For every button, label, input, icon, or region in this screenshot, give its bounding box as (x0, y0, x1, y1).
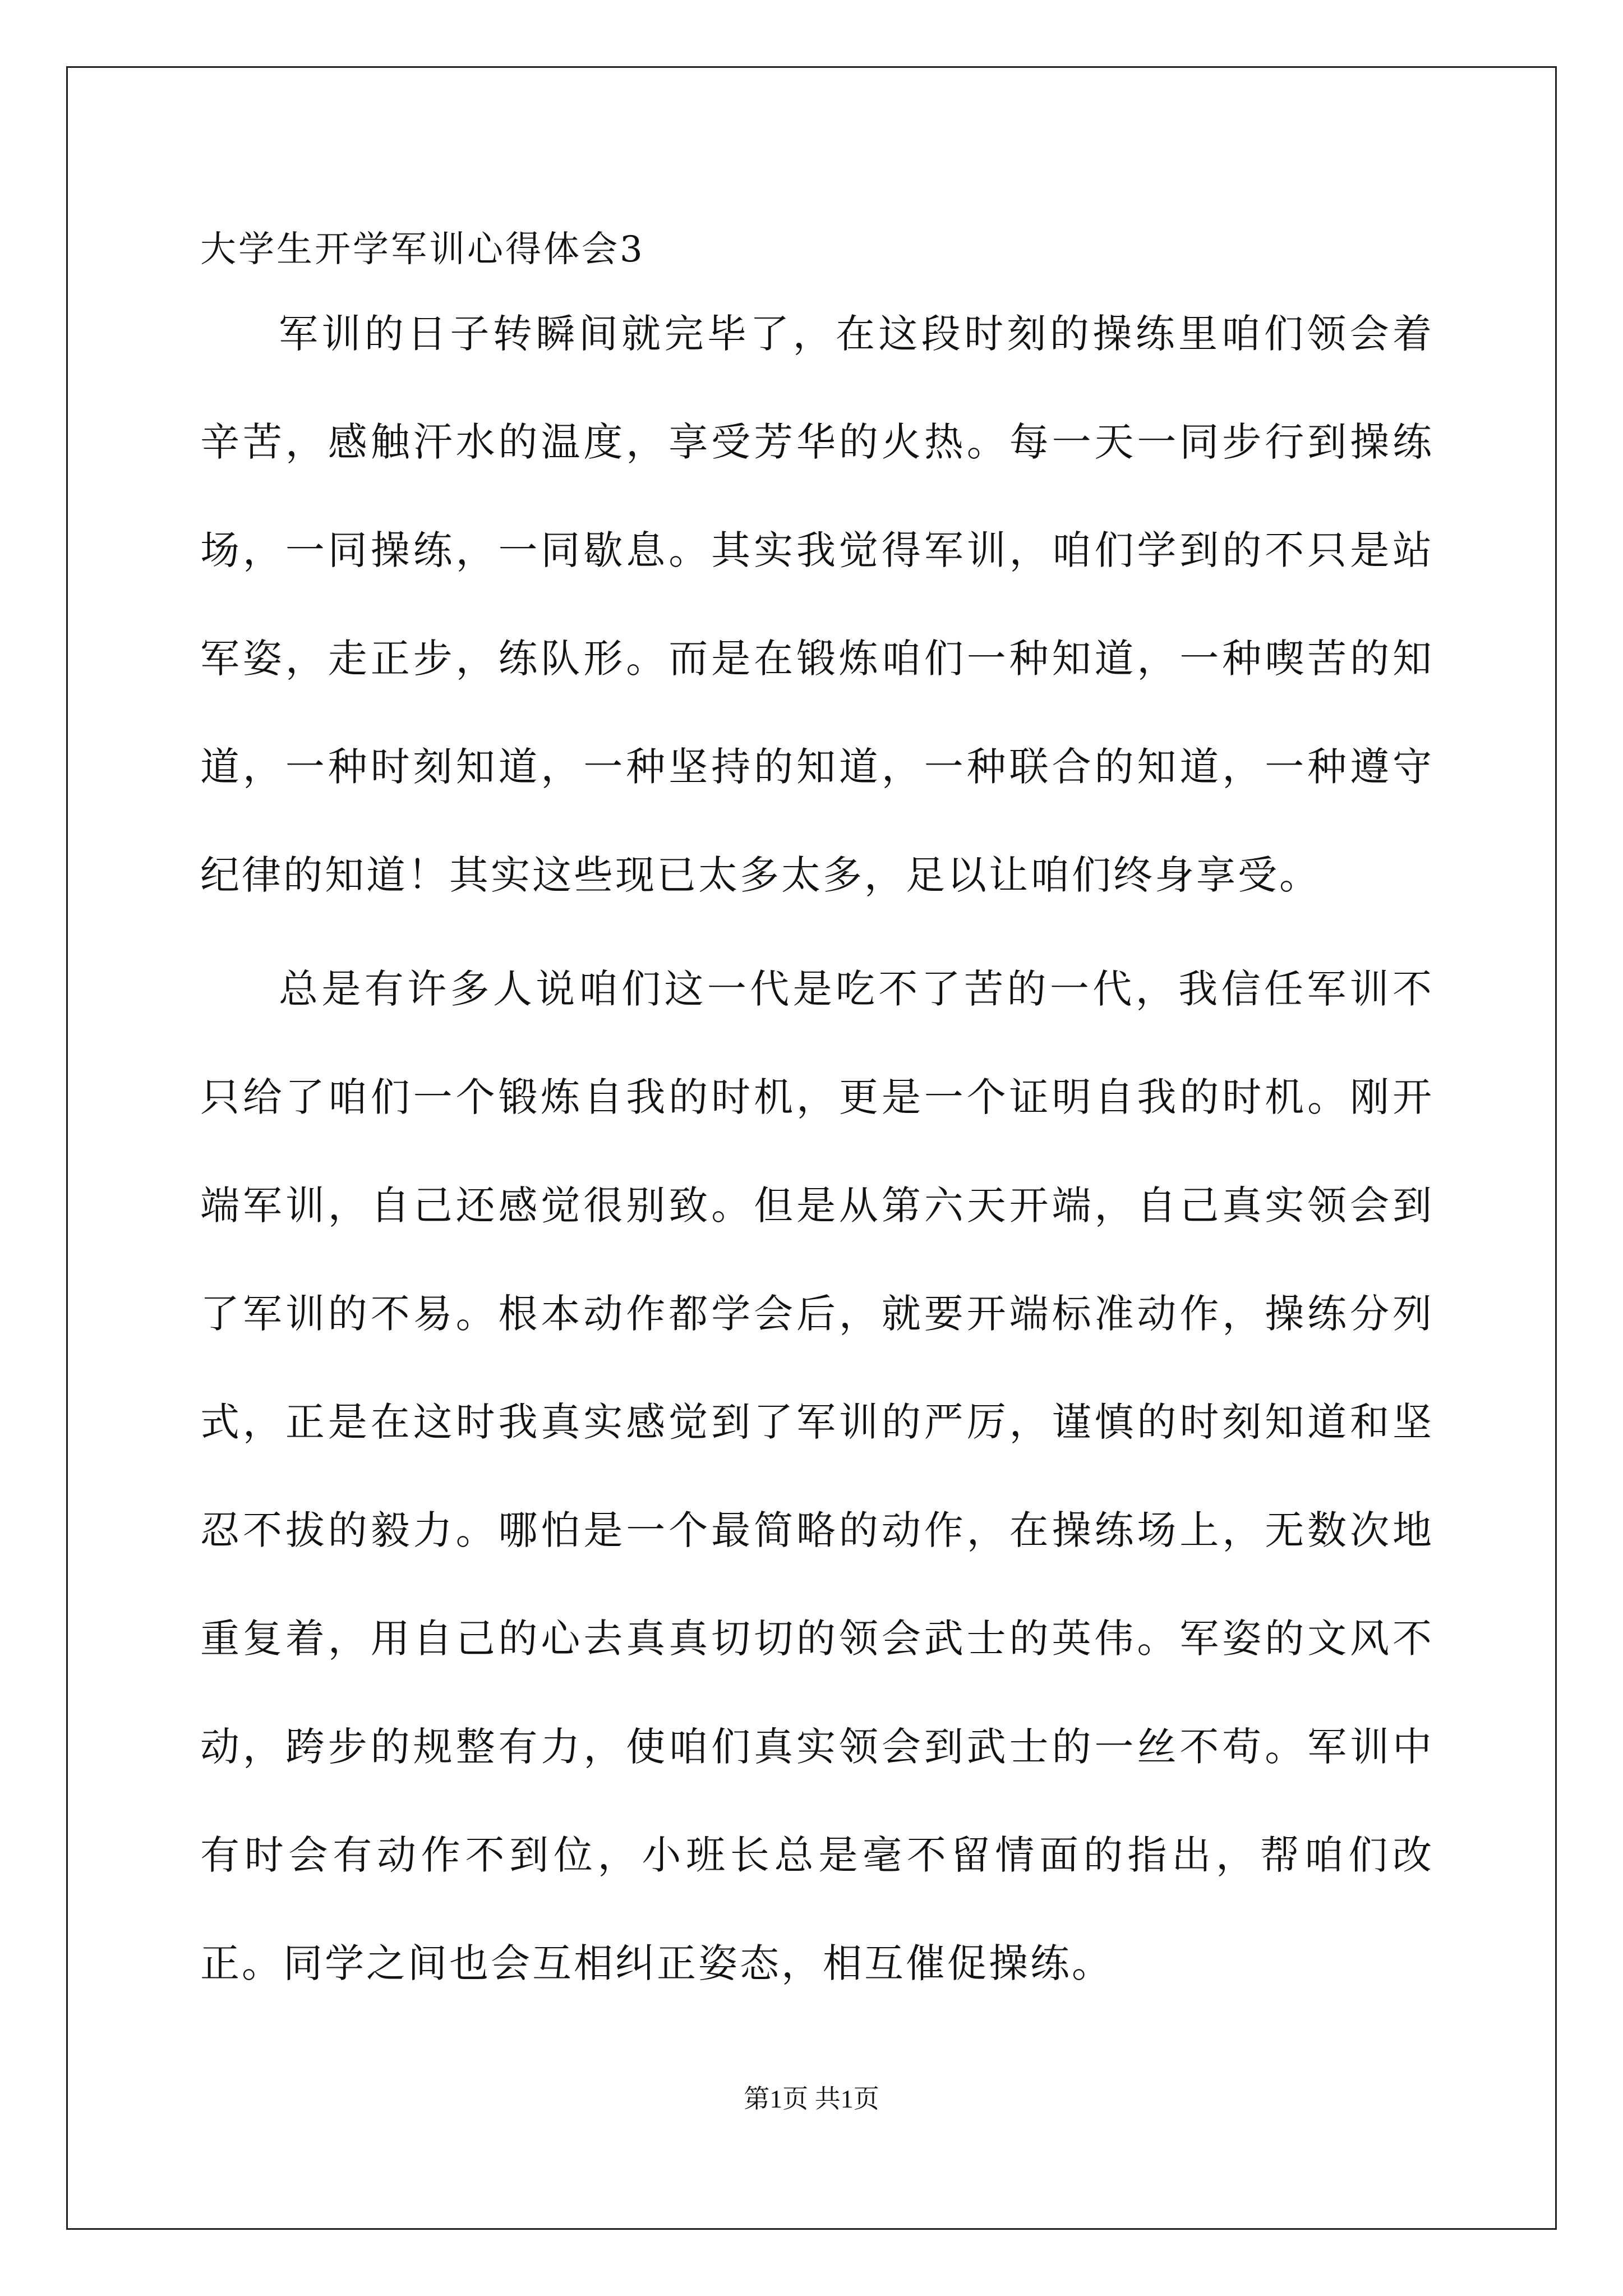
page-footer: 第1页 共1页 (744, 2085, 879, 2113)
document-body (200, 222, 1434, 2018)
document-title: 大学生开学军训心得体会3 (200, 229, 645, 270)
paragraph-1: 军训的日子转瞬间就完毕了，在这段时刻的操练里咱们领会着辛苦，感触汗水的温度，享受芳华的火热。每一天一同步行到操练场，一同操练，一同歇息。其实我觉得军训，咱们学到的不只是站军姿，走正步，练队形。而是在锻炼咱们一种知道，一种喫苦的知道，一种时刻知道，一种坚持的知道，一种联合的知道，一种遵守纪律的知道！其实这些现已太多太多，足以让咱们终身享受。 (200, 311, 1434, 898)
paragraph-2: 总是有许多人说咱们这一代是吃不了苦的一代，我信任军训不只给了咱们一个锻炼自我的时机，更是一个证明自我的时机。刚开端军训，自己还感觉很别致。但是从第六天开端，自己真实领会到了军训的不易。根本动作都学会后，就要开端标准动作，操练分列式，正是在这时我真实感觉到了军训的严厉，谨慎的时刻知道和坚忍不拔的毅力。哪怕是一个最简略的动作，在操练场上，无数次地重复着，用自己的心去真真切切的领会武士的英伟。军姿的文风不动，跨步的规整有力，使咱们真实领会到武士的一丝不苟。军训中有时会有动作不到位，小班长总是毫不留情面的指出，帮咱们改正。同学之间也会互相纠正姿态，相互催促操练。 (200, 966, 1434, 1986)
